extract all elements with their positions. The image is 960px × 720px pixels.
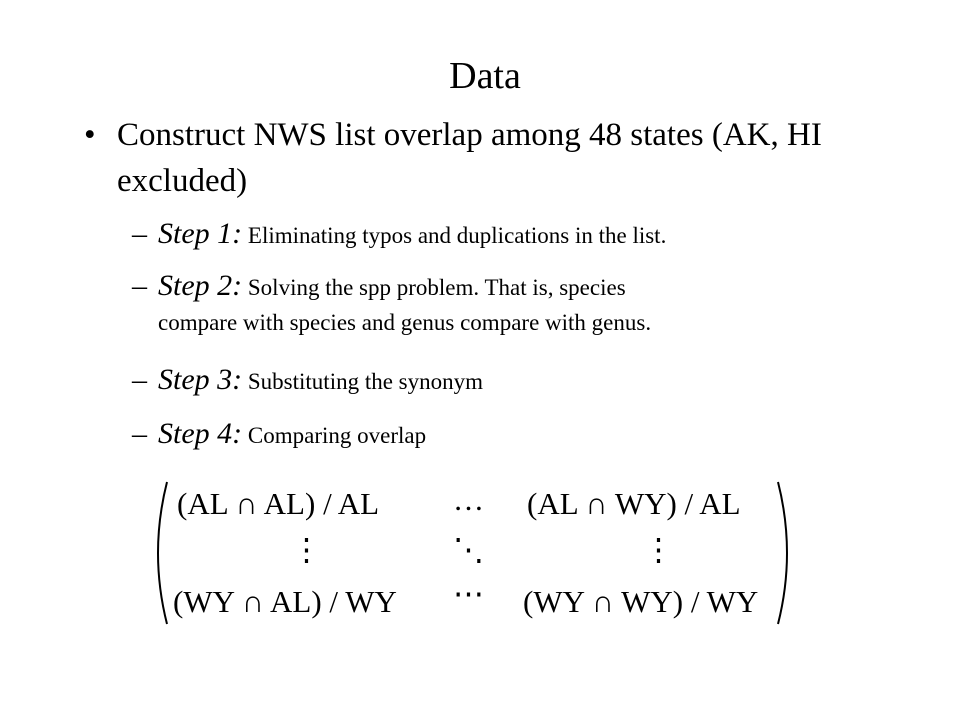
matrix-cell-top-mid: …	[453, 482, 484, 517]
step-text: Comparing overlap	[242, 423, 427, 448]
step-label: Step 3:	[158, 363, 243, 396]
step-label: Step 4:	[158, 417, 243, 450]
dash-icon: –	[132, 269, 147, 302]
step-text: Substituting the synonym	[242, 369, 484, 394]
step-text-continuation: compare with species and genus compare with genus.	[158, 310, 652, 335]
bullet-text: Construct NWS list overlap among 48 states (AK, HI excluded)	[117, 117, 822, 199]
matrix-cell-mid-right: ⋮	[643, 532, 674, 567]
left-paren	[158, 482, 167, 624]
dash-icon: –	[132, 217, 147, 250]
step-body	[158, 362, 848, 400]
dash-icon: –	[132, 417, 147, 450]
right-paren	[778, 482, 787, 624]
step-text: Solving the spp problem. That is, species	[242, 275, 626, 300]
step-label: Step 1:	[158, 217, 243, 250]
matrix-cell-bottom-mid: ⋯	[453, 576, 484, 611]
matrix-cell-top-left: (AL ∩ AL) / AL	[177, 486, 380, 521]
matrix-cell-top-right: (AL ∩ WY) / AL	[527, 486, 741, 521]
step-body	[158, 268, 848, 341]
bullet-dot-icon: •	[84, 117, 96, 153]
overlap-matrix	[145, 478, 800, 628]
matrix-cell-bottom-left: (WY ∩ AL) / WY	[173, 584, 397, 619]
matrix-cell-bottom-right: (WY ∩ WY) / WY	[523, 584, 759, 619]
matrix-cell-mid-mid: ⋱	[453, 532, 484, 567]
step-label: Step 2:	[158, 269, 243, 302]
dash-icon: –	[132, 363, 147, 396]
slide-title: Data	[449, 55, 521, 97]
step-body	[158, 416, 848, 454]
step-body	[158, 216, 848, 254]
matrix-cell-mid-left: ⋮	[291, 532, 322, 567]
step-text: Eliminating typos and duplications in the list.	[242, 223, 667, 248]
